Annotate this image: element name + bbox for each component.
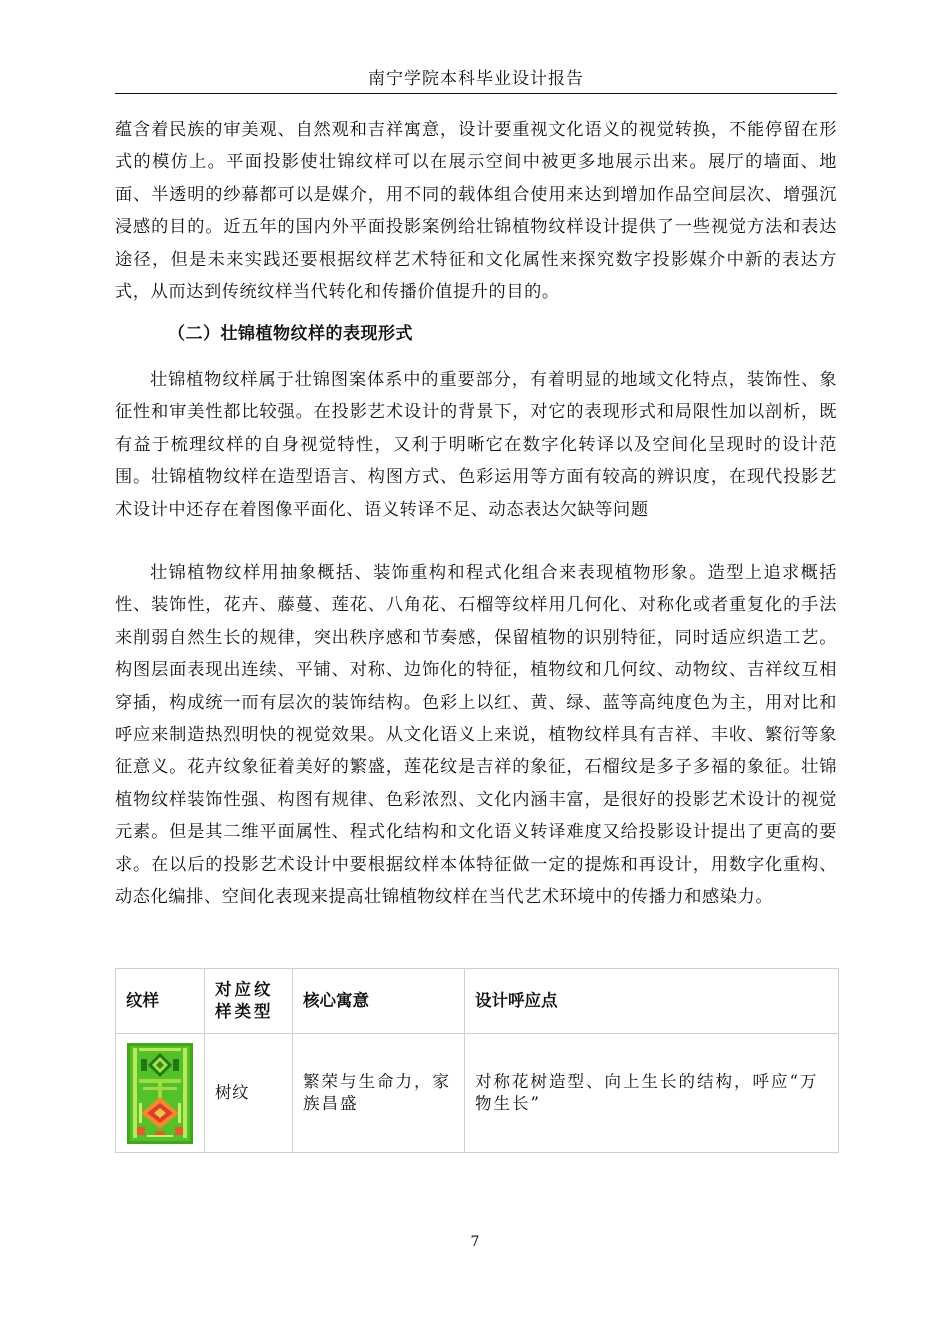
zhuang-brocade-tree-pattern-icon: [127, 1043, 193, 1144]
body-paragraph-3: 壮锦植物纹样用抽象概括、装饰重构和程式化组合来表现植物形象。造型上追求概括性、装饰性，花卉、藤蔓、莲花、八角花、石榴等纹样用几何化、对称化或者重复化的手法来削弱自然生长的规律，突出秩序感和节奏感，保留植物的识别特征，同时适应织造工艺。构图层面表现出连续、平铺、对称、边饰化的特征，植物纹和几何纹、动物纹、吉祥纹互相穿插，构成统一而有层次的装饰结构。色彩上以红、黄、绿、蓝等高纯度色为主，用对比和呼应来制造热烈明快的视觉效果。从文化语义上来说，植物纹样具有吉祥、丰收、繁衍等象征意义。花卉纹象征着美好的繁盛，莲花纹是吉祥的象征，石榴纹是多子多福的象征。壮锦植物纹样装饰性强、构图有规律、色彩浓烈、文化内涵丰富，是很好的投影艺术设计的视觉元素。但是其二维平面属性、程式化结构和文化语义转译难度又给投影设计提出了更高的要求。在以后的投影艺术设计中要根据纹样本体特征做一定的提炼和再设计，用数字化重构、动态化编排、空间化表现来提高壮锦植物纹样在当代艺术环境中的传播力和感染力。: [115, 563, 837, 908]
table-header-cell: 对应纹样类型: [205, 969, 293, 1034]
body-paragraph-1: 蕴含着民族的审美观、自然观和吉祥寓意，设计要重视文化语义的视觉转换，不能停留在形式的模仿上。平面投影使壮锦纹样可以在展示空间中被更多地展示出来。展厅的墙面、地面、半透明的纱幕都可以是媒介，用不同的载体组合使用来达到增加作品空间层次、增强沉浸感的目的。近五年的国内外平面投影案例给壮锦植物纹样设计提供了一些视觉方法和表达途径，但是未来实践还要根据纹样艺术特征和文化属性来探究数字投影媒介中新的表达方式，从而达到传统纹样当代转化和传播价值提升的目的。: [115, 120, 837, 303]
section-heading: （二）壮锦植物纹样的表现形式: [168, 324, 413, 344]
body-paragraph-2: 壮锦植物纹样属于壮锦图案体系中的重要部分，有着明显的地域文化特点，装饰性、象征性和审美性都比较强。在投影艺术设计的背景下，对它的表现形式和局限性加以剖析，既有益于梳理纹样的自身视觉特性，又利于明晰它在数字化转译以及空间化呈现时的设计范围。壮锦植物纹样在造型语言、构图方式、色彩运用等方面有较高的辨识度，在现代投影艺术设计中还存在着图像平面化、语义转译不足、动态表达欠缺等问题: [115, 370, 837, 520]
table-row: [116, 1034, 839, 1153]
table-cell-meaning: 繁荣与生命力，家族昌盛: [293, 1034, 465, 1153]
table-cell-design: 对称花树造型、向上生长的结构，呼应“万物生长”: [465, 1034, 839, 1153]
page-number: 7: [470, 1234, 480, 1250]
table-header-row: [116, 969, 839, 1034]
table-header-cell: 核心寓意: [293, 969, 465, 1034]
table-header-cell: 纹样: [116, 969, 205, 1034]
page-header-title: 南宁学院本科毕业设计报告: [368, 69, 584, 89]
table-cell-image: [116, 1034, 205, 1153]
pattern-table: [115, 968, 839, 1153]
table-header-cell: 设计呼应点: [465, 969, 839, 1034]
table-cell-type: 树纹: [205, 1034, 293, 1153]
header-rule: [115, 93, 837, 94]
